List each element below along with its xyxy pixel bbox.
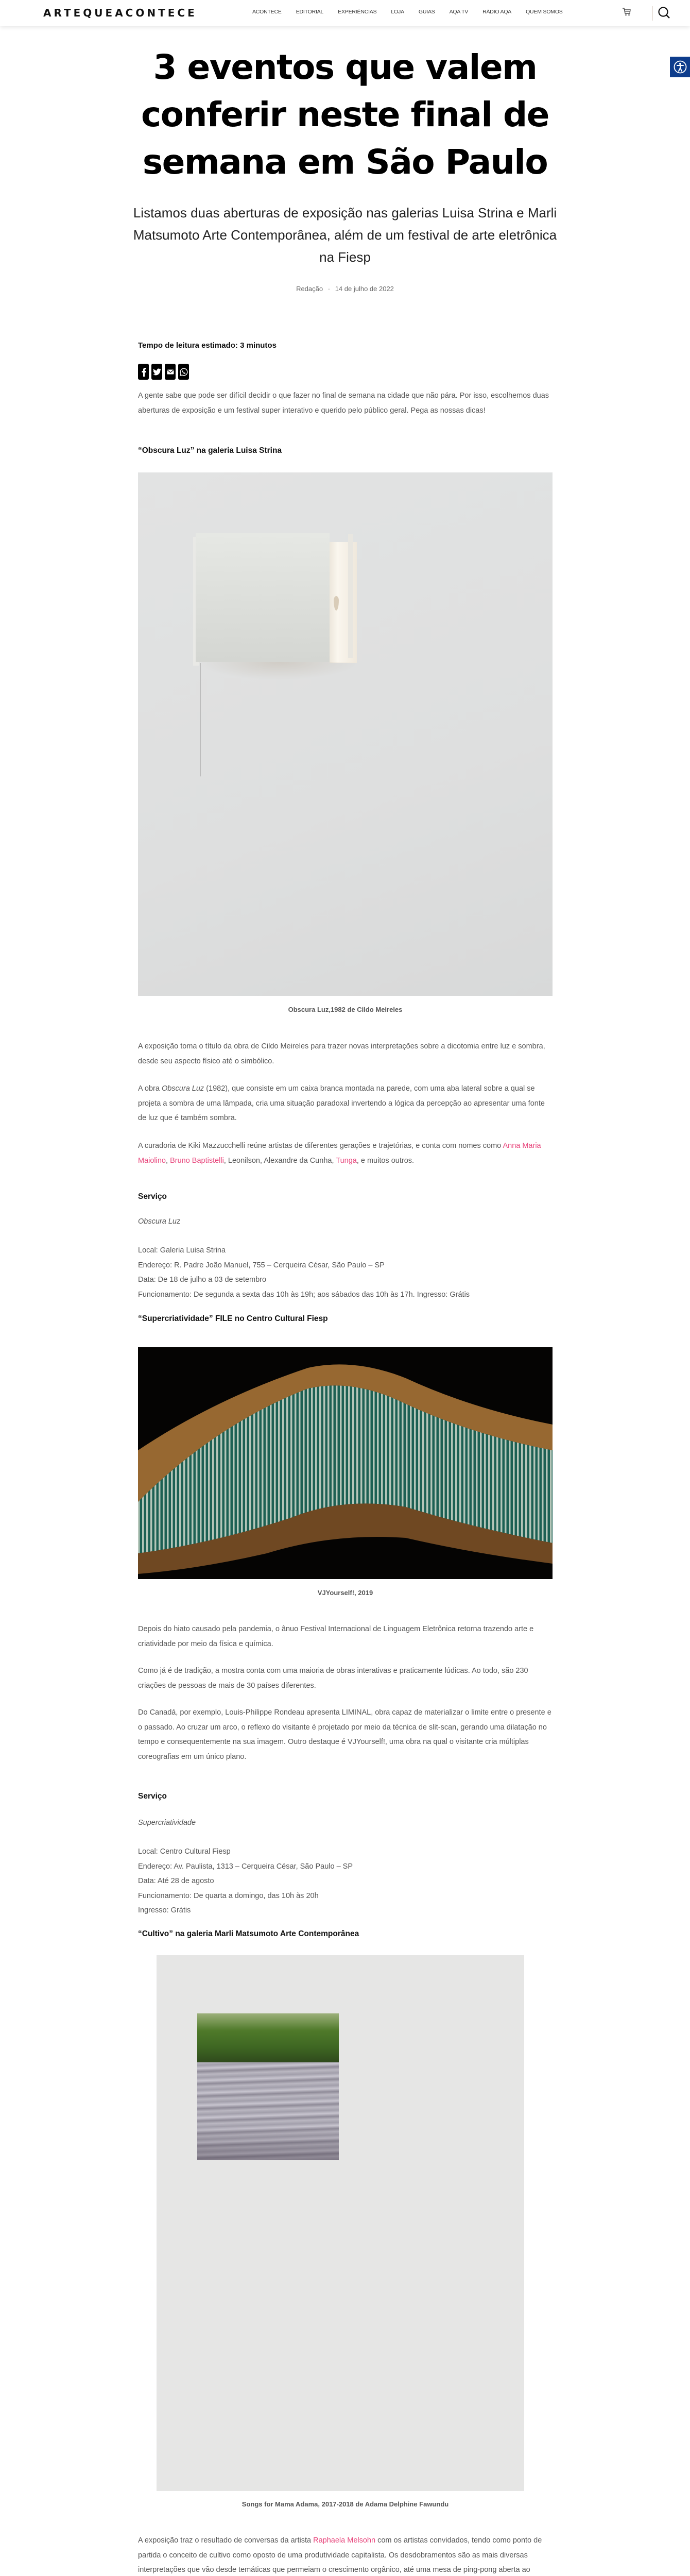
section-heading-supercriatividade: “Supercriatividade” FILE no Centro Cultural Fiesp bbox=[138, 1314, 328, 1323]
service-heading: Serviço bbox=[138, 1792, 167, 1801]
main-nav bbox=[252, 9, 577, 15]
service-hours: Funcionamento: De quarta a domingo, das 10h às 20h bbox=[138, 1891, 319, 1900]
italic-title: Obscura Luz bbox=[161, 1084, 204, 1093]
paragraph bbox=[138, 1139, 553, 1168]
service-name: Obscura Luz bbox=[138, 1217, 181, 1226]
paragraph bbox=[138, 2533, 553, 2576]
byline-separator: · bbox=[327, 285, 331, 293]
image-songs-for-mama-adama bbox=[157, 1955, 524, 2491]
image-vjyourself bbox=[138, 1347, 553, 1579]
cart-icon[interactable] bbox=[622, 7, 631, 16]
whatsapp-icon[interactable] bbox=[178, 364, 189, 380]
intro-paragraph: A gente sabe que pode ser difícil decidir o que fazer no final de semana na cidade que não pára. Por isso, escolhemos duas aberturas de exposição e um festival super interativo e querido pelo público geral. Pega as nossas dicas! bbox=[138, 392, 549, 415]
text-span: , Leonilson, Alexandre da Cunha, bbox=[223, 1156, 336, 1165]
twitter-icon[interactable] bbox=[151, 364, 162, 380]
service-details bbox=[138, 1243, 553, 1302]
accessibility-button[interactable] bbox=[670, 57, 690, 77]
search-icon[interactable] bbox=[658, 6, 671, 20]
service-address: Endereço: Av. Paulista, 1313 – Cerqueira César, São Paulo – SP bbox=[138, 1862, 353, 1871]
text-span: A exposição traz o resultado de conversas da artista bbox=[138, 2536, 314, 2545]
article-subtitle: Listamos duas aberturas de exposição nas galerias Luisa Strina e Marli Matsumoto Arte Contemporânea, além de um festival de arte eletrônica na Fiesp bbox=[133, 205, 557, 265]
text-span: , bbox=[166, 1156, 170, 1165]
nav-item-aqa-tv[interactable]: AQA TV bbox=[449, 9, 469, 15]
image-caption: Songs for Mama Adama, 2017-2018 de Adama Delphine Fawundu bbox=[242, 2500, 449, 2508]
section-heading-cultivo: “Cultivo” na galeria Marli Matsumoto Arte Contemporânea bbox=[138, 1929, 359, 1938]
top-navigation-bar bbox=[0, 0, 690, 26]
service-hours: Funcionamento: De segunda a sexta das 10h às 19h; aos sábados das 10h às 17h. Ingresso: Grátis bbox=[138, 1290, 470, 1299]
nav-item-acontece[interactable]: ACONTECE bbox=[252, 9, 282, 15]
service-name: Supercriatividade bbox=[138, 1819, 196, 1827]
service-local: Local: Galeria Luisa Strina bbox=[138, 1246, 226, 1255]
service-address: Endereço: R. Padre João Manuel, 755 – Cerqueira César, São Paulo – SP bbox=[138, 1261, 385, 1269]
paragraph: Depois do hiato causado pela pandemia, o ânuo Festival Internacional de Linguagem Eletrônica retorna trazendo arte e criatividade por meio da física e química. bbox=[138, 1625, 534, 1648]
text-span: A curadoria de Kiki Mazzucchelli reúne artistas de diferentes gerações e trajetórias, e conta com nomes como bbox=[138, 1142, 503, 1150]
section-heading-obscura-luz: “Obscura Luz” na galeria Luisa Strina bbox=[138, 446, 282, 455]
text-span: com os artistas convidados, tendo como ponto de partida o conceito de cultivo como oposto de uma produtividade capitalista. Os desdobramentos são as mais diversas interpretações que vão desde temáticas que permeiam o crescimento orgânico, até uma mesa de ping-pong aberta ao bbox=[138, 2536, 542, 2574]
accessibility-icon bbox=[674, 60, 687, 74]
service-date: Data: De 18 de julho a 03 de setembro bbox=[138, 1276, 267, 1284]
author[interactable]: Redação bbox=[296, 285, 323, 293]
image-obscura-luz bbox=[138, 472, 553, 996]
header-divider bbox=[652, 6, 653, 21]
service-heading: Serviço bbox=[138, 1192, 167, 1201]
service-ticket: Ingresso: Grátis bbox=[138, 1906, 191, 1914]
text-span: A obra bbox=[138, 1084, 162, 1093]
publish-date: 14 de julho de 2022 bbox=[335, 285, 394, 293]
nav-item-guias[interactable]: GUIAS bbox=[418, 9, 435, 15]
text-span: , e muitos outros. bbox=[356, 1156, 415, 1165]
facebook-icon[interactable] bbox=[138, 364, 149, 380]
service-date: Data: Até 28 de agosto bbox=[138, 1877, 214, 1885]
text-span: (1982), que consiste em um caixa branca montada na parede, com uma aba lateral sobre a qual se projeta a sombra de uma lâmpada, cria uma situação paradoxal invertendo a lógica da percepção ao apresentar uma fonte de luz que é também sombra. bbox=[138, 1084, 545, 1122]
paragraph: Como já é de tradição, a mostra conta com uma maioria de obras interativas e praticamente lúdicas. Ao todo, são 230 criações de pessoas de mais de 30 países diferentes. bbox=[138, 1667, 528, 1690]
site-logo[interactable]: ARTEQUEACONTECE bbox=[43, 7, 197, 19]
paragraph: Do Canadá, por exemplo, Louis-Philippe Rondeau apresenta LIMINAL, obra capaz de materializar o limite entre o presente e o passado. Ao cruzar um arco, o reflexo do visitante é projetado por meio da técnica de slit-scan, gerando uma dilatação no tempo e consequentemente na sua imagem. Outro destaque é VJYourself!, uma obra na qual o visitante cria múltiplas coreografias em um único plano. bbox=[138, 1708, 551, 1761]
link-anna-maria-maiolino[interactable]: Anna Maria Maiolino bbox=[138, 1142, 541, 1165]
nav-item-radio-aqa[interactable]: RÁDIO AQA bbox=[482, 9, 512, 15]
nav-item-loja[interactable]: LOJA bbox=[391, 9, 404, 15]
paragraph: A exposição toma o título da obra de Cildo Meireles para trazer novas interpretações sobre a dicotomia entre luz e sombra, desde seu aspecto físico até o simbólico. bbox=[138, 1042, 545, 1065]
image-caption: Obscura Luz,1982 de Cildo Meireles bbox=[288, 1006, 403, 1013]
article-title: 3 eventos que valem conferir neste final de semana em São Paulo bbox=[141, 47, 549, 182]
nav-item-editorial[interactable]: EDITORIAL bbox=[296, 9, 324, 15]
nav-item-quem-somos[interactable]: QUEM SOMOS bbox=[526, 9, 563, 15]
service-local: Local: Centro Cultural Fiesp bbox=[138, 1848, 231, 1856]
byline bbox=[139, 285, 551, 293]
paragraph bbox=[138, 1081, 553, 1126]
service-details bbox=[138, 1844, 553, 1918]
share-buttons bbox=[138, 364, 189, 380]
link-raphaela-melsohn[interactable]: Raphaela Melsohn bbox=[313, 2536, 376, 2545]
link-tunga[interactable]: Tunga bbox=[336, 1156, 357, 1165]
email-icon[interactable] bbox=[165, 364, 176, 380]
read-time: Tempo de leitura estimado: 3 minutos bbox=[138, 341, 277, 350]
link-bruno-baptistelli[interactable]: Bruno Baptistelli bbox=[170, 1156, 224, 1165]
image-caption: VJYourself!, 2019 bbox=[317, 1589, 373, 1597]
nav-item-experiencias[interactable]: EXPERIÊNCIAS bbox=[338, 9, 377, 15]
